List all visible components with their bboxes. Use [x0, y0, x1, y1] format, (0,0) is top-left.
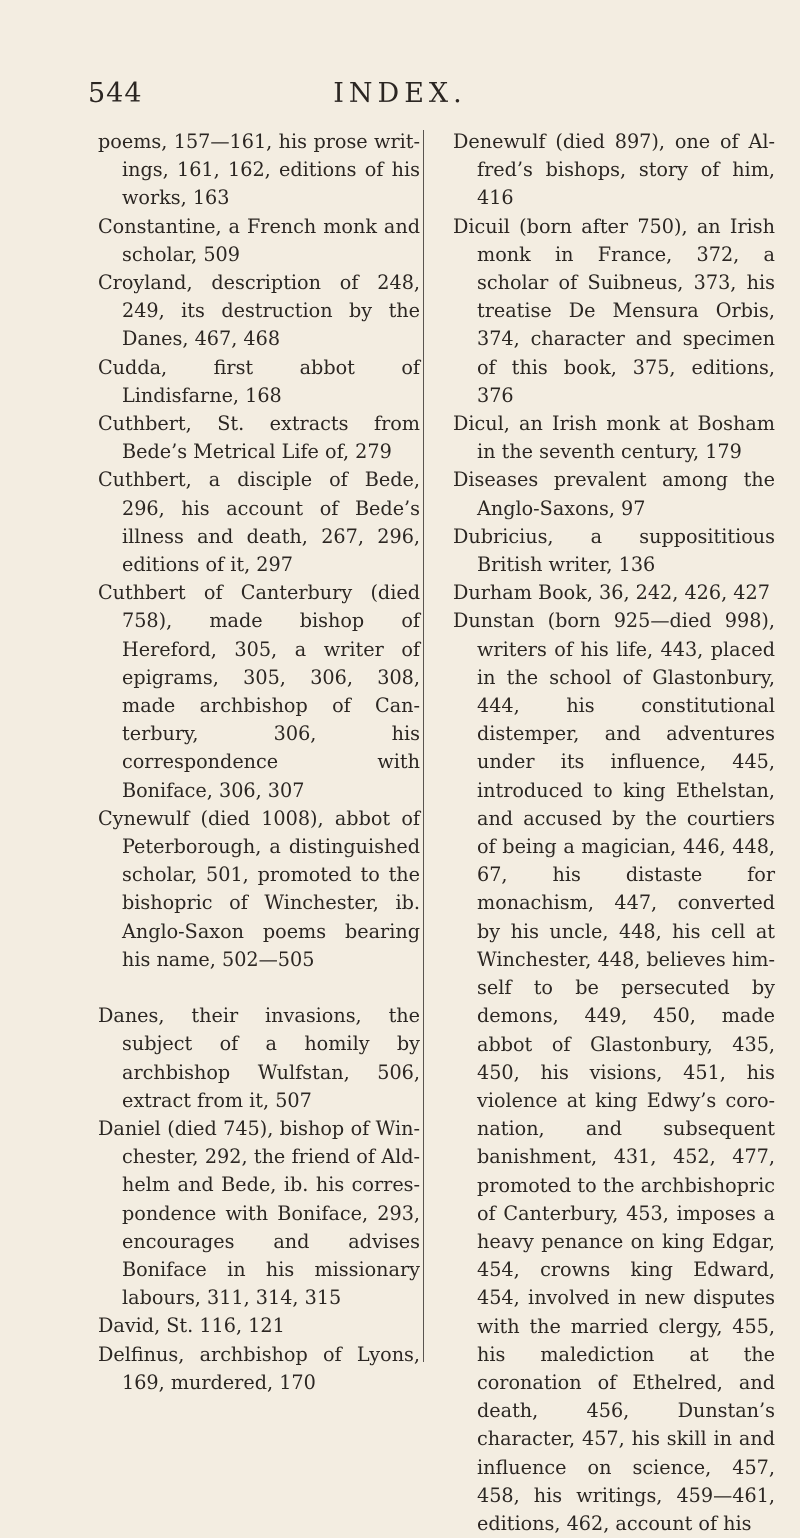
running-title: INDEX. [333, 78, 467, 109]
index-entry: Durham Book, 36, 242, 426, 427 [453, 581, 770, 605]
index-entry: David, St. 116, 121 [98, 1314, 285, 1338]
index-entry: Denewulf (died 897), one of Alfred’s bishops, story of him, 416 [453, 130, 775, 210]
index-entry: Diseases prevalent among the Anglo-Saxons, 97 [453, 468, 775, 520]
index-entry: Dubricius, a supposititious British writer, 136 [453, 524, 775, 577]
index-entry: Daniel (died 745), bishop of Winchester, 292, the friend of Aldhelm and Bede, ib. his correspondence with Boniface, 293, encourages and advises Boniface in his missionary labours, 311, 314, 315 [98, 1116, 420, 1310]
index-entry: Constantine, a French monk and scholar, 509 [98, 214, 420, 266]
index-entry: Delfinus, archbishop of Lyons, 169, murdered, 170 [98, 1342, 420, 1394]
index-entry: Cudda, first abbot of Lindisfarne, 168 [98, 355, 420, 407]
index-entry: Dunstan (born 925—died 998), writers of his life, 443, placed in the school of Glastonbury, 444, his constitutional distemper, and adventures under its influence, 445, introduced to king Ethelstan, and accused by the courtiers of being a magician, 446, 448, 67, his distaste for monachism, 447, converted by his uncle, 448, his cell at Winchester, 448, believes himself to be persecuted by demons, 449, 450, made abbot of Glastonbury, 435, 450, his visions, 451, his violence at king Edwy’s coronation, and subsequent banishment, 431, 452, 477, promoted to the archbishopric of Canterbury, 453, imposes a heavy penance on king Edgar, 454, crowns king Edward, 454, involved in new disputes with the married clergy, 455, his malediction at the coronation of Ethelred, and death, 456, Dunstan’s character, 457, his skill in and influence on science, 457, 458, his writings, 459—461, editions, 462, account of his [453, 609, 775, 1535]
index-entry: Cynewulf (died 1008), abbot of Peterborough, a distinguished scholar, 501, promoted to the bishopric of Winchester, ib. Anglo-Saxon poems bearing his name, 502—505 [98, 806, 420, 971]
index-entry: Dicul, an Irish monk at Bosham in the seventh century, 179 [453, 412, 775, 464]
index-entry: Cuthbert of Canterbury (died 758), made bishop of Hereford, 305, a writer of epigrams, 305, 306, 308, made archbishop of Canterbury, 306, his correspondence with Boniface, 306, 307 [98, 581, 420, 802]
index-entry: Danes, their invasions, the subject of a homily by archbishop Wulfstan, 506, extract from it, 507 [98, 1004, 420, 1112]
index-entry: Croyland, description of 248, 249, its destruction by the Danes, 467, 468 [98, 271, 420, 351]
index-column-right [453, 128, 775, 1538]
index-entry: Cuthbert, a disciple of Bede, 296, his account of Bede’s illness and death, 267, 296, editions of it, 297 [98, 468, 420, 577]
column-divider [423, 130, 424, 1362]
index-column-left [98, 128, 420, 1397]
index-entry: Cuthbert, St. extracts from Bede’s Metrical Life of, 279 [98, 412, 420, 464]
page-number: 544 [88, 78, 143, 109]
index-entry: poems, 157—161, his prose writings, 161, 162, editions of his works, 163 [98, 130, 420, 210]
page-header [0, 78, 800, 118]
index-entry: Dicuil (born after 750), an Irish monk in France, 372, a scholar of Suibneus, 373, his treatise De Mensura Orbis, 374, character and specimen of this book, 375, editions, 376 [453, 214, 775, 407]
